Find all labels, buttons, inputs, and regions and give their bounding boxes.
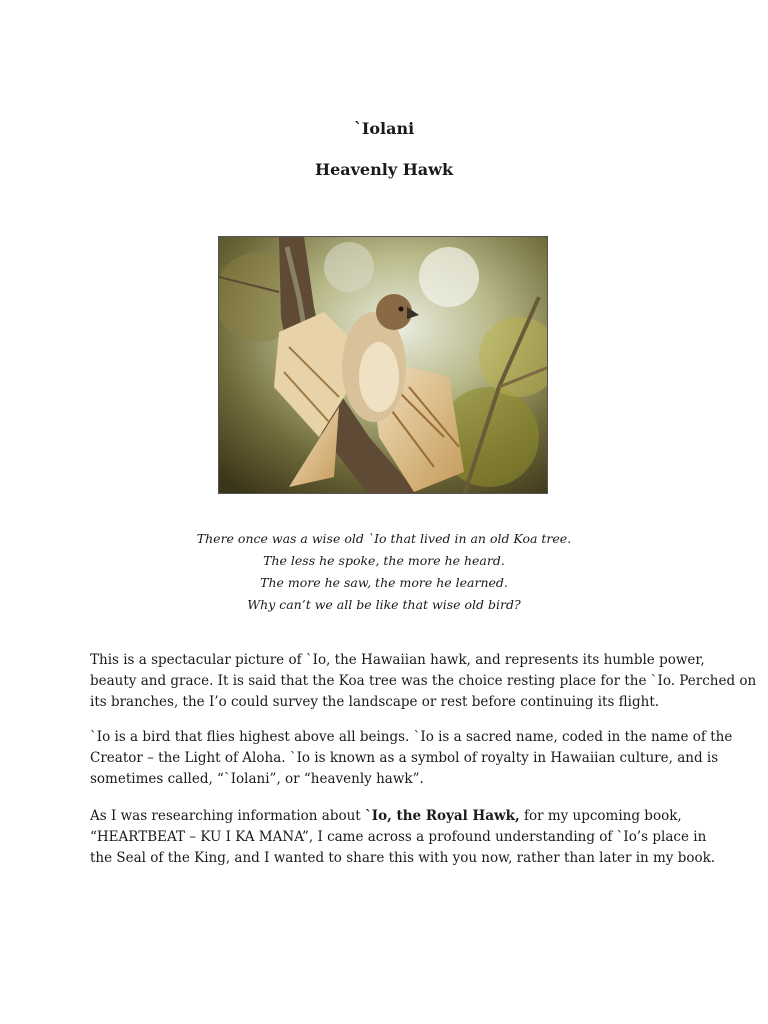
paragraph-2	[90, 727, 733, 790]
paragraph-1	[90, 650, 757, 713]
poem-line: The more he saw, the more he learned.	[260, 575, 508, 590]
paragraph-line: This is a spectacular picture of `Io, the Hawaiian hawk, and represents its humble power,	[90, 652, 705, 668]
text-run: As I was researching information about	[90, 808, 366, 824]
bold-text: `Io, the Royal Hawk,	[365, 808, 520, 824]
paragraph-line: “HEARTBEAT – KU I KA MANA”, I came across a profound understanding of `Io’s place in	[90, 829, 707, 845]
paragraph-line: Creator – the Light of Aloha. `Io is known as a symbol of royalty in Hawaiian culture, and is	[90, 750, 719, 766]
paragraph-line: beauty and grace. It is said that the Koa tree was the choice resting place for the `Io. Perched on	[90, 673, 757, 689]
page-title: `Iolani	[353, 119, 415, 138]
paragraph-line: the Seal of the King, and I wanted to share this with you now, rather than later in my book.	[90, 850, 716, 866]
hawk-photo	[218, 236, 548, 494]
poem-line: There once was a wise old `Io that lived in an old Koa tree.	[196, 531, 572, 546]
text-run: for my upcoming book,	[519, 808, 682, 824]
paragraph-line: its branches, the I’o could survey the landscape or rest before continuing its flight.	[90, 694, 660, 710]
paragraph-3	[90, 806, 716, 869]
paragraph-line: sometimes called, “`Iolani”, or “heavenly hawk”.	[90, 771, 424, 787]
paragraph-line: `Io is a bird that flies highest above all beings. `Io is a sacred name, coded in the name of the	[90, 729, 733, 745]
paragraph-line	[90, 806, 682, 827]
page-subtitle: Heavenly Hawk	[314, 160, 454, 179]
poem-line: Why can’t we all be like that wise old bird?	[247, 597, 521, 612]
poem-line: The less he spoke, the more he heard.	[263, 553, 505, 568]
poem	[0, 528, 768, 616]
